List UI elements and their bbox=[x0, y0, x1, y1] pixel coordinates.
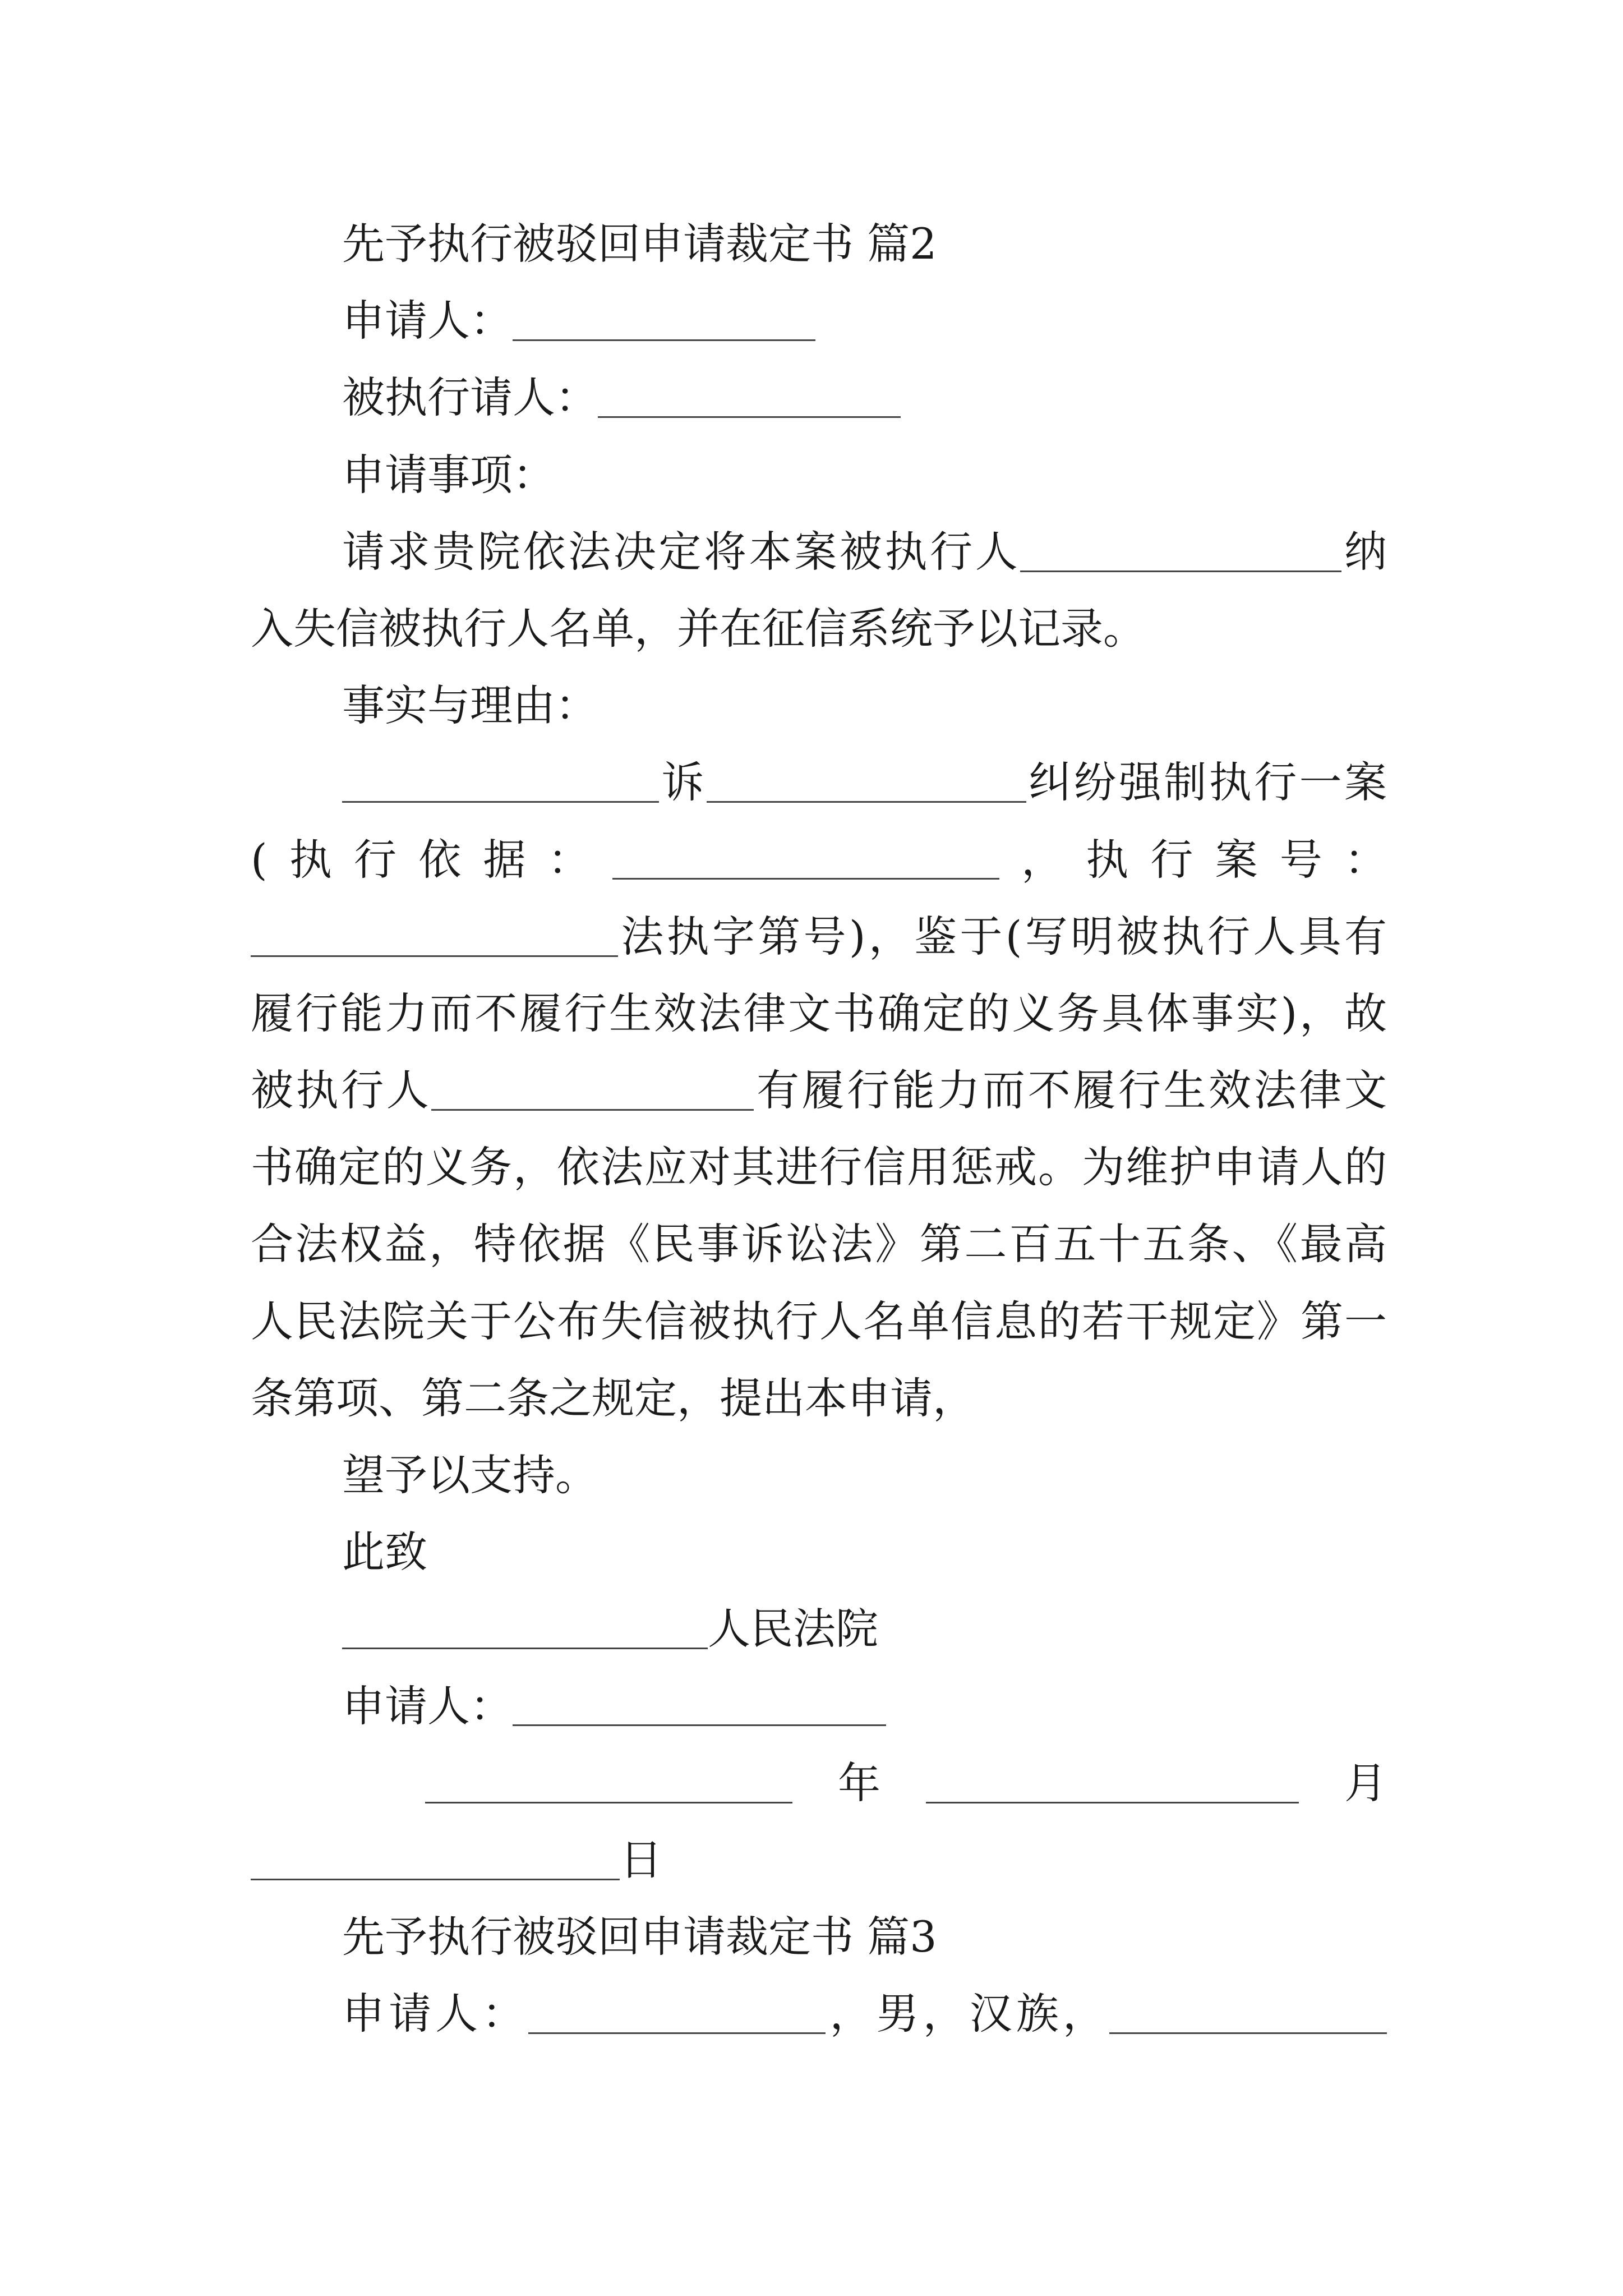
facts-line-4 bbox=[251, 975, 1387, 1052]
facts-line-8 bbox=[251, 1283, 1387, 1360]
defendant-blank bbox=[707, 801, 1026, 803]
signature-line bbox=[251, 1668, 1387, 1745]
closing-text: 望予以支持。 bbox=[342, 1450, 598, 1500]
facts-line-9 bbox=[251, 1360, 1387, 1437]
facts-line-1 bbox=[251, 744, 1387, 821]
court-line bbox=[251, 1590, 1387, 1667]
facts-line-7 bbox=[251, 1205, 1387, 1282]
respondent-suffix: 有履行能力而不履行生效法律文 bbox=[754, 1065, 1387, 1116]
request-heading-text: 申请事项： bbox=[342, 449, 555, 500]
request-heading bbox=[251, 436, 1387, 513]
court-suffix: 人民法院 bbox=[708, 1604, 878, 1654]
year-blank bbox=[425, 1802, 792, 1803]
section-3-applicant-line bbox=[251, 1975, 1387, 2052]
facts-heading-text: 事实与理由： bbox=[342, 680, 598, 731]
applicant-line bbox=[251, 282, 1387, 359]
applicant-label: 申请人： bbox=[342, 296, 513, 346]
facts-line-3 bbox=[251, 898, 1387, 975]
signature-blank bbox=[513, 1724, 886, 1726]
section-3-title bbox=[251, 1898, 1387, 1975]
section-3-applicant-name-blank bbox=[528, 2032, 826, 2034]
month-label: 月 bbox=[1344, 1757, 1387, 1808]
facts-line-5 bbox=[251, 1052, 1387, 1129]
day-blank bbox=[251, 1879, 620, 1880]
facts-line-4-text: 履行能力而不履行生效法律文书确定的义务具体事实)，故 bbox=[251, 988, 1387, 1038]
respondent-prefix: 被执行人 bbox=[251, 1065, 432, 1116]
facts-line-6-text: 书确定的义务，依法应对其进行信用惩戒。为维护申请人的 bbox=[251, 1142, 1387, 1193]
section-2-title bbox=[251, 205, 1387, 282]
request-line-2-text: 入失信被执行人名单，并在征信系统予以记录。 bbox=[251, 603, 1146, 654]
case-sue-text: 诉 bbox=[659, 757, 707, 808]
document-page bbox=[251, 205, 1387, 2053]
salutation-text: 此致 bbox=[342, 1527, 427, 1577]
respondent-blank bbox=[598, 416, 901, 418]
year-label: 年 bbox=[838, 1757, 880, 1808]
plaintiff-blank bbox=[342, 801, 659, 803]
facts-line-9-text: 条第项、第二条之规定，提出本申请， bbox=[251, 1373, 975, 1423]
request-line-1-start: 请求贵院依法决定将本案被执行人 bbox=[342, 526, 1021, 577]
section-3-title-text: 先予执行被驳回申请裁定书 篇3 bbox=[342, 1912, 937, 1962]
respondent-label: 被执行请人： bbox=[342, 372, 598, 423]
facts-respondent-blank bbox=[431, 1109, 754, 1111]
request-line-1-end: 纳 bbox=[1341, 526, 1387, 577]
facts-line-8-text: 人民法院关于公布失信被执行人名单信息的若干规定》第一 bbox=[251, 1296, 1387, 1346]
respondent-line bbox=[251, 359, 1387, 436]
request-line-1 bbox=[251, 513, 1387, 590]
closing-line bbox=[251, 1437, 1387, 1513]
basis-blank bbox=[612, 878, 999, 880]
section-2-title-text: 先予执行被驳回申请裁定书 篇2 bbox=[342, 219, 937, 269]
basis-label: (执行依据： bbox=[251, 834, 612, 885]
request-line-2 bbox=[251, 590, 1387, 667]
facts-line-2 bbox=[251, 821, 1387, 898]
section-3-applicant-info-blank bbox=[1109, 2032, 1387, 2034]
facts-line-7-text: 合法权益，特依据《民事诉讼法》第二百五十五条、《最高 bbox=[251, 1219, 1387, 1269]
facts-heading bbox=[251, 667, 1387, 744]
court-name-blank bbox=[342, 1648, 708, 1649]
day-label: 日 bbox=[620, 1834, 662, 1885]
month-blank bbox=[926, 1802, 1299, 1803]
section-3-applicant-details: ，男，汉族， bbox=[826, 1989, 1110, 2039]
section-3-applicant-label: 申请人： bbox=[342, 1989, 529, 2039]
case-no-label: ，执行案号： bbox=[999, 834, 1387, 885]
case-no-suffix: 法执字第号)，鉴于(写明被执行人具有 bbox=[618, 911, 1387, 961]
signature-label: 申请人： bbox=[342, 1681, 513, 1731]
applicant-blank bbox=[513, 339, 815, 341]
date-line bbox=[251, 1745, 1387, 1821]
request-respondent-blank bbox=[1020, 570, 1341, 572]
facts-line-6 bbox=[251, 1129, 1387, 1205]
day-line bbox=[251, 1821, 1387, 1898]
case-no-blank bbox=[251, 955, 618, 957]
case-dispute-text: 纠纷强制执行一案 bbox=[1026, 757, 1387, 808]
salutation-line bbox=[251, 1513, 1387, 1590]
